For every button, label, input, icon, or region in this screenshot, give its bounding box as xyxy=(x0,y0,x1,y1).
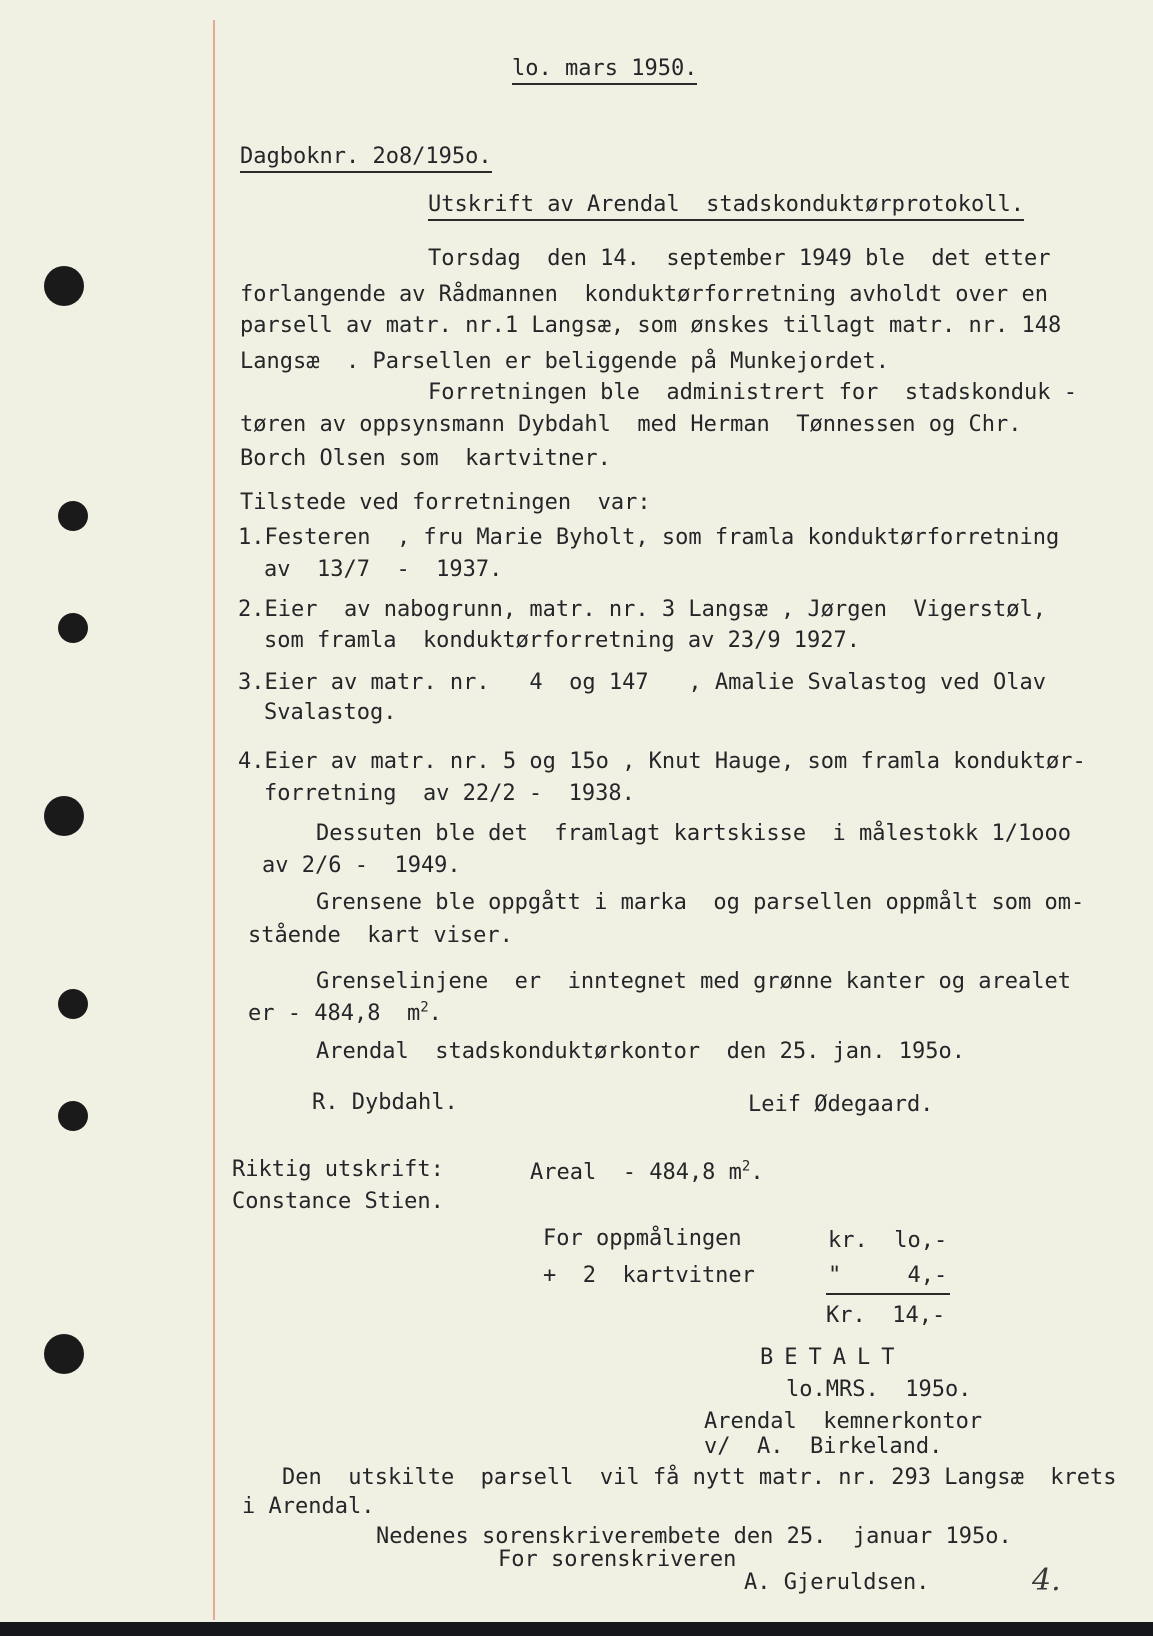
superscript: 2 xyxy=(420,999,429,1016)
punch-hole xyxy=(58,501,88,531)
signature-left: R. Dybdahl. xyxy=(312,1090,458,1115)
list-item: 4.Eier av matr. nr. 5 og 15o , Knut Hauge, som framla konduktør- xyxy=(238,749,1086,774)
stamp-by: v/ A. Birkeland. xyxy=(704,1434,943,1459)
fee-amount: kr. lo,- xyxy=(828,1228,948,1253)
list-item: 2.Eier av nabogrunn, matr. nr. 3 Langsæ , Jørgen Vigerstøl, xyxy=(238,597,1046,622)
body-line: stående kart viser. xyxy=(248,923,513,948)
area-summary-tail: . xyxy=(750,1160,764,1185)
fee-label: + 2 kartvitner xyxy=(543,1263,755,1288)
present-heading: Tilstede ved forretningen var: xyxy=(240,490,651,515)
stamp-date: lo.MRS. 195o. xyxy=(786,1377,972,1402)
list-item-cont: som framla konduktørforretning av 23/9 1927. xyxy=(264,628,861,653)
punch-hole xyxy=(58,1101,88,1131)
margin-line xyxy=(213,20,215,1620)
list-item: 3.Eier av matr. nr. 4 og 147 , Amalie Svalastog ved Olav xyxy=(238,670,1046,695)
intro-line: forlangende av Rådmannen konduktørforretning avholdt over en xyxy=(240,282,1048,307)
sum-rule xyxy=(826,1293,950,1295)
intro-line: Forretningen ble administrert for stadskonduk - xyxy=(428,380,1078,405)
court-signature: A. Gjeruldsen. xyxy=(744,1570,930,1595)
intro-line: tøren av oppsynsmann Dybdahl med Herman Tønnessen og Chr. xyxy=(240,412,1022,437)
intro-line: Langsæ . Parsellen er beliggende på Munkejordet. xyxy=(240,349,890,374)
certified-name: Constance Stien. xyxy=(232,1189,444,1214)
intro-line: Torsdag den 14. september 1949 ble det etter xyxy=(428,246,1051,271)
list-item: 1.Festeren , fru Marie Byholt, som framla konduktørforretning xyxy=(238,525,1060,550)
superscript: 2 xyxy=(741,1158,751,1175)
list-item-cont: Svalastog. xyxy=(264,700,397,725)
closing-line: Den utskilte parsell vil få nytt matr. nr. 293 Langsæ krets xyxy=(282,1465,1117,1490)
fee-amount: " 4,- xyxy=(828,1263,948,1288)
punch-hole xyxy=(44,796,84,836)
date-header: lo. mars 1950. xyxy=(512,56,697,85)
dagbok-number: Dagboknr. 2o8/195o. xyxy=(240,144,492,173)
intro-line: Borch Olsen som kartvitner. xyxy=(240,446,611,471)
list-item-cont: av 13/7 - 1937. xyxy=(264,557,503,582)
intro-line: parsell av matr. nr.1 Langsæ, som ønskes tillagt matr. nr. 148 xyxy=(240,313,1062,338)
punch-hole xyxy=(58,613,88,643)
stamp-office: Arendal kemnerkontor xyxy=(704,1409,983,1434)
area-summary-text: Areal - 484,8 m xyxy=(530,1160,742,1185)
document-heading: Utskrift av Arendal stadskonduktørprotokoll. xyxy=(428,192,1024,221)
body-line: Arendal stadskonduktørkontor den 25. jan. 195o. xyxy=(316,1039,966,1064)
area-summary xyxy=(530,1160,764,1186)
body-line: Grensene ble oppgått i marka og parsellen oppmålt som om- xyxy=(316,890,1085,915)
fee-total: Kr. 14,- xyxy=(826,1303,946,1328)
body-line: av 2/6 - 1949. xyxy=(262,853,461,878)
area-statement: er - 484,8 $m^2$. xyxy=(248,999,442,1026)
area-statement-text: er - 484,8 m xyxy=(248,1001,421,1026)
signature-right: Leif Ødegaard. xyxy=(748,1092,934,1117)
court-line: Nedenes sorenskriverembete den 25. januar 195o. xyxy=(376,1524,1012,1549)
list-item-cont: forretning av 22/2 - 1938. xyxy=(264,781,635,806)
stamp-paid: BETALT xyxy=(760,1345,906,1370)
court-line: For sorenskriveren xyxy=(498,1547,737,1572)
punch-hole xyxy=(44,266,84,306)
body-line: Dessuten ble det framlagt kartskisse i målestokk 1/1ooo xyxy=(316,821,1071,846)
certified-label: Riktig utskrift: xyxy=(232,1157,444,1182)
page-mark: 4. xyxy=(1032,1563,1061,1598)
body-line: Grenselinjene er inntegnet med grønne kanter og arealet xyxy=(316,969,1071,994)
fee-label: For oppmålingen xyxy=(543,1226,742,1251)
punch-hole xyxy=(58,989,88,1019)
punch-hole xyxy=(44,1334,84,1374)
closing-line: i Arendal. xyxy=(242,1494,375,1519)
